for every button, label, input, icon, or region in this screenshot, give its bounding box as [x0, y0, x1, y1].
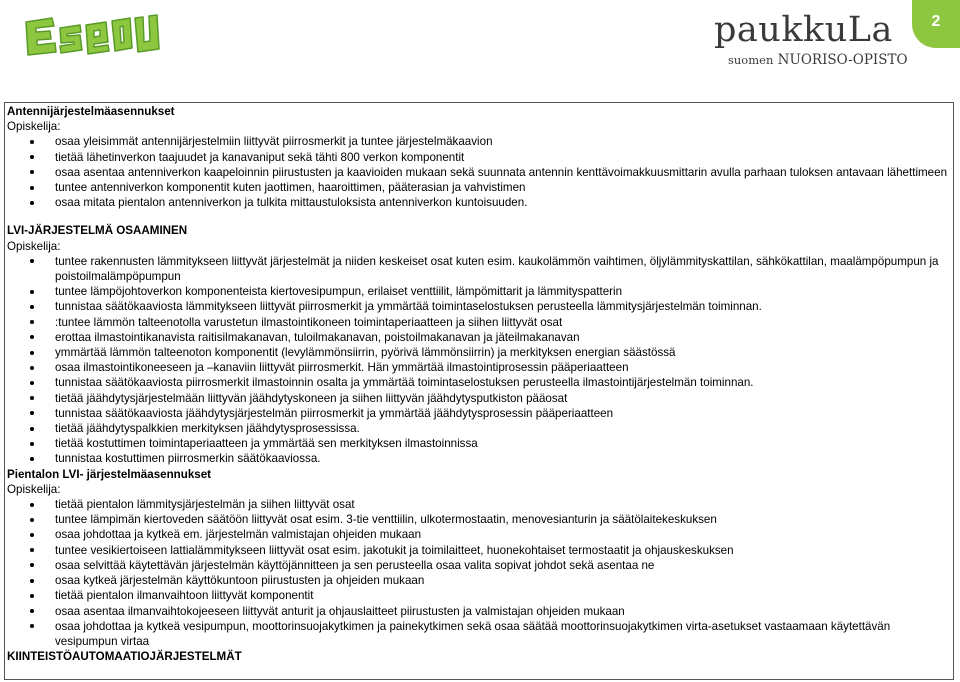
esedu-logo-mark: [22, 12, 168, 62]
list-item: :tuntee lämmön talteenotolla varustetun ilmastointikoneen toimintaperiaatteen ja siihen liittyvät osat: [7, 315, 953, 330]
paukkula-sub-right: NUORISO-OPISTO: [777, 52, 908, 68]
list-item: tuntee antenniverkon komponentit kuten jaottimen, haaroittimen, pääterasian ja vahvistimen: [7, 180, 953, 195]
section: [7, 649, 953, 664]
document-content: [5, 103, 953, 664]
list-item: tuntee rakennusten lämmitykseen liittyvät järjestelmät ja niiden keskeiset osat kuten esim. kaukolämmön vaihtimen, öljylämmityskattilan, sähkökattilan, maalämpöpumpun ja poistoilmalämpöpumpun: [7, 254, 953, 284]
student-label: Opiskelija:: [7, 482, 61, 496]
bullet-list: [7, 254, 953, 467]
esedu-logo: [22, 12, 168, 62]
list-item: tietää pientalon ilmanvaihtoon liittyvät komponentit: [7, 588, 953, 603]
page-number: 2: [931, 13, 941, 30]
list-item: tietää jäähdytyspalkkien merkityksen jäähdytysprosessissa.: [7, 421, 953, 436]
list-item: osaa johdottaa ja kytkeä vesipumpun, moottorinsuojakytkimen ja painekytkimen sekä osaa säätää moottorinsuojakytkimen virta-asetukset vastaamaan käytettävän vesipumpun virtaa: [7, 619, 953, 649]
section-title: Antennijärjestelmäasennukset: [7, 105, 175, 118]
list-item: osaa selvittää käytettävän järjestelmän käyttöjännitteen ja sen perusteella osaa valita sopivat johdot sekä asentaa ne: [7, 558, 953, 573]
list-item: tuntee vesikiertoiseen lattialämmitykseen liittyvät osat esim. jakotukit ja toimilaitteet, huonekohtaiset termostaatit ja ohjauskeskuksen: [7, 543, 953, 558]
section-title: Pientalon LVI- järjestelmäasennukset: [7, 467, 212, 481]
list-item: tietää kostuttimen toimintaperiaatteen ja ymmärtää sen merkityksen ilmastoinnissa: [7, 436, 953, 451]
list-item: osaa asentaa antenniverkon kaapeloinnin piirustusten ja kaavioiden mukaan sekä suunnata antennin kenttävoimakkuusmittarin avulla parhaan tuloksen antavaan lähettimeen: [7, 165, 953, 180]
section-title: LVI-JÄRJESTELMÄ OSAAMINEN: [7, 224, 188, 238]
paukkula-subtitle: [728, 52, 908, 68]
list-item: osaa ilmastointikoneeseen ja –kanaviin liittyvät piirrosmerkit. Hän ymmärtää ilmastointiprosessin pääperiaatteen: [7, 360, 953, 375]
list-item: osaa mitata pientalon antenniverkon ja tulkita mittaustuloksista antenniverkon kuntoisuuden.: [7, 195, 953, 210]
paukkula-wordmark: paukkuLa: [714, 10, 893, 50]
list-item: osaa johdottaa ja kytkeä em. järjestelmän valmistajan ohjeiden mukaan: [7, 527, 953, 542]
student-label: Opiskelija:: [7, 120, 61, 134]
list-item: ymmärtää lämmön talteenoton komponentit (levylämmönsiirrin, pyörivä lämmönsiirrin) ja merkityksen energian säästössä: [7, 345, 953, 360]
list-item: tunnistaa säätökaaviosta jäähdytysjärjestelmän piirrosmerkit ja ymmärtää jäähdytysprosessin pääperiaatteen: [7, 406, 953, 421]
paukkula-sub-left: suomen: [728, 53, 774, 67]
section: [7, 223, 953, 466]
student-label: Opiskelija:: [7, 239, 61, 253]
list-item: tunnistaa säätökaaviosta lämmitykseen liittyvät piirrosmerkit ja ymmärtää toimintaselostuksen perusteella lämmitysjärjestelmän toiminnan.: [7, 299, 953, 314]
list-item: tietää lähetinverkon taajuudet ja kanavaniput sekä tähti 800 verkon komponentit: [7, 150, 953, 165]
list-item: erottaa ilmastointikanavista raitisilmakanavan, tuloilmakanavan, poistoilmakanavan ja jäteilmakanavan: [7, 330, 953, 345]
document-frame: [4, 102, 954, 680]
paukkula-logo: [714, 10, 908, 70]
list-item: osaa kytkeä järjestelmän käyttökuntoon piirustusten ja ohjeiden mukaan: [7, 573, 953, 588]
list-item: tunnistaa säätökaaviosta piirrosmerkit ilmastoinnin osalta ja ymmärtää toimintaselostuksen perusteella ilmastointijärjestelmän toiminnan.: [7, 375, 953, 390]
list-item: tuntee lämpöjohtoverkon komponenteista kiertovesipumpun, erilaiset venttiilit, lämpömittarit ja lämmityspatterin: [7, 284, 953, 299]
list-item: tietää jäähdytysjärjestelmään liittyvän jäähdytyskoneen ja siihen liittyvän jäähdytysputkiston pääosat: [7, 391, 953, 406]
list-item: osaa asentaa ilmanvaihtokojeeseen liittyvät anturit ja ohjauslaitteet piirustusten ja valmistajan ohjeiden mukaan: [7, 604, 953, 619]
list-item: tunnistaa kostuttimen piirrosmerkin säätökaaviossa.: [7, 451, 953, 466]
bullet-list: [7, 497, 953, 649]
list-item: osaa yleisimmät antennijärjestelmiin liittyvät piirrosmerkit ja tuntee järjestelmäkaavion: [7, 134, 953, 149]
section: [7, 467, 953, 649]
bullet-list: [7, 134, 953, 210]
page-number-badge: [912, 0, 960, 48]
section: [7, 104, 953, 210]
list-item: tietää pientalon lämmitysjärjestelmän ja siihen liittyvät osat: [7, 497, 953, 512]
section-title: KIINTEISTÖAUTOMAATIOJÄRJESTELMÄT: [7, 650, 242, 664]
list-item: tuntee lämpimän kiertoveden säätöön liittyvät osat esim. 3-tie venttiilin, ulkotermostaatin, menovesianturin ja säätölaitekeskuksen: [7, 512, 953, 527]
